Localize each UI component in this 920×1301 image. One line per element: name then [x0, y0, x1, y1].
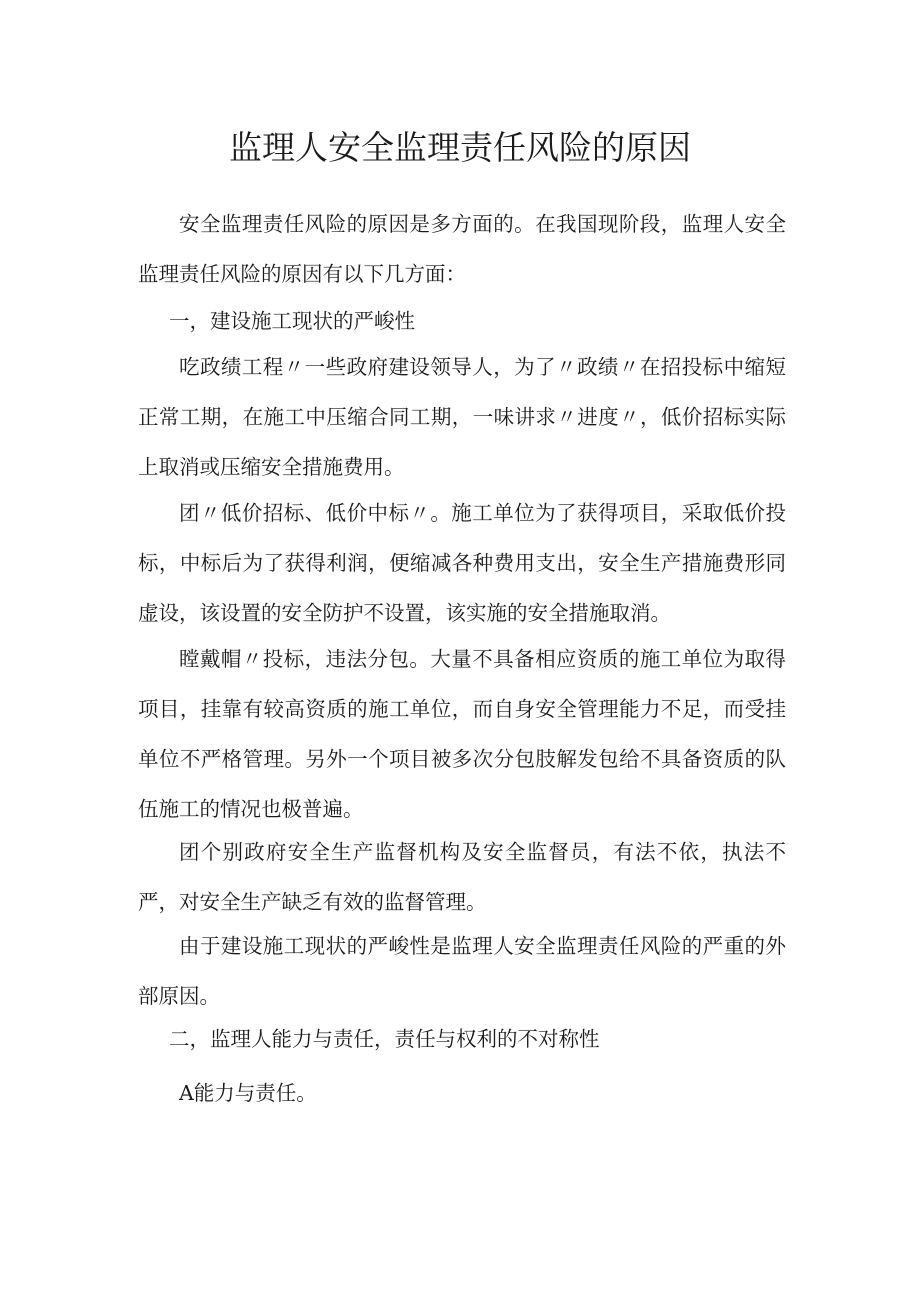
section1-heading: 一，建设施工现状的严峻性	[169, 309, 415, 333]
section2-heading: 二，监理人能力与责任，责任与权利的不对称性	[169, 1027, 600, 1051]
document-title: 监理人安全监理责任风险的原因	[229, 128, 691, 167]
section2-subheading: A能力与责任。	[179, 1081, 317, 1105]
section1-paragraph-4: 团个别政府安全生产监督机构及安全监督员，有法不依，执法不严，对安全生产缺乏有效的监督管理。	[138, 840, 786, 914]
section1-paragraph-2: 团〃低价招标、低价中标〃。施工单位为了获得项目，采取低价投标，中标后为了获得利润，便缩减各种费用支出，安全生产措施费形同虚设，该设置的安全防护不设置，该实施的安全措施取消。	[138, 501, 786, 625]
intro-paragraph: 安全监理责任风险的原因是多方面的。在我国现阶段，监理人安全监理责任风险的原因有以下几方面：	[138, 212, 786, 286]
section1-paragraph-3: 瞠戴帽〃投标，违法分包。大量不具备相应资质的施工单位为取得项目，挂靠有较高资质的施工单位，而自身安全管理能力不足，而受挂单位不严格管理。另外一个项目被多次分包肢解发包给不具备资质的队伍施工的情况也极普遍。	[138, 647, 786, 821]
section1-paragraph-1: 吃政绩工程〃一些政府建设领导人，为了〃政绩〃在招投标中缩短正常工期，在施工中压缩合同工期，一味讲求〃进度〃，低价招标实际上取消或压缩安全措施费用。	[138, 355, 786, 479]
section1-paragraph-5: 由于建设施工现状的严峻性是监理人安全监理责任风险的严重的外部原因。	[138, 934, 786, 1008]
